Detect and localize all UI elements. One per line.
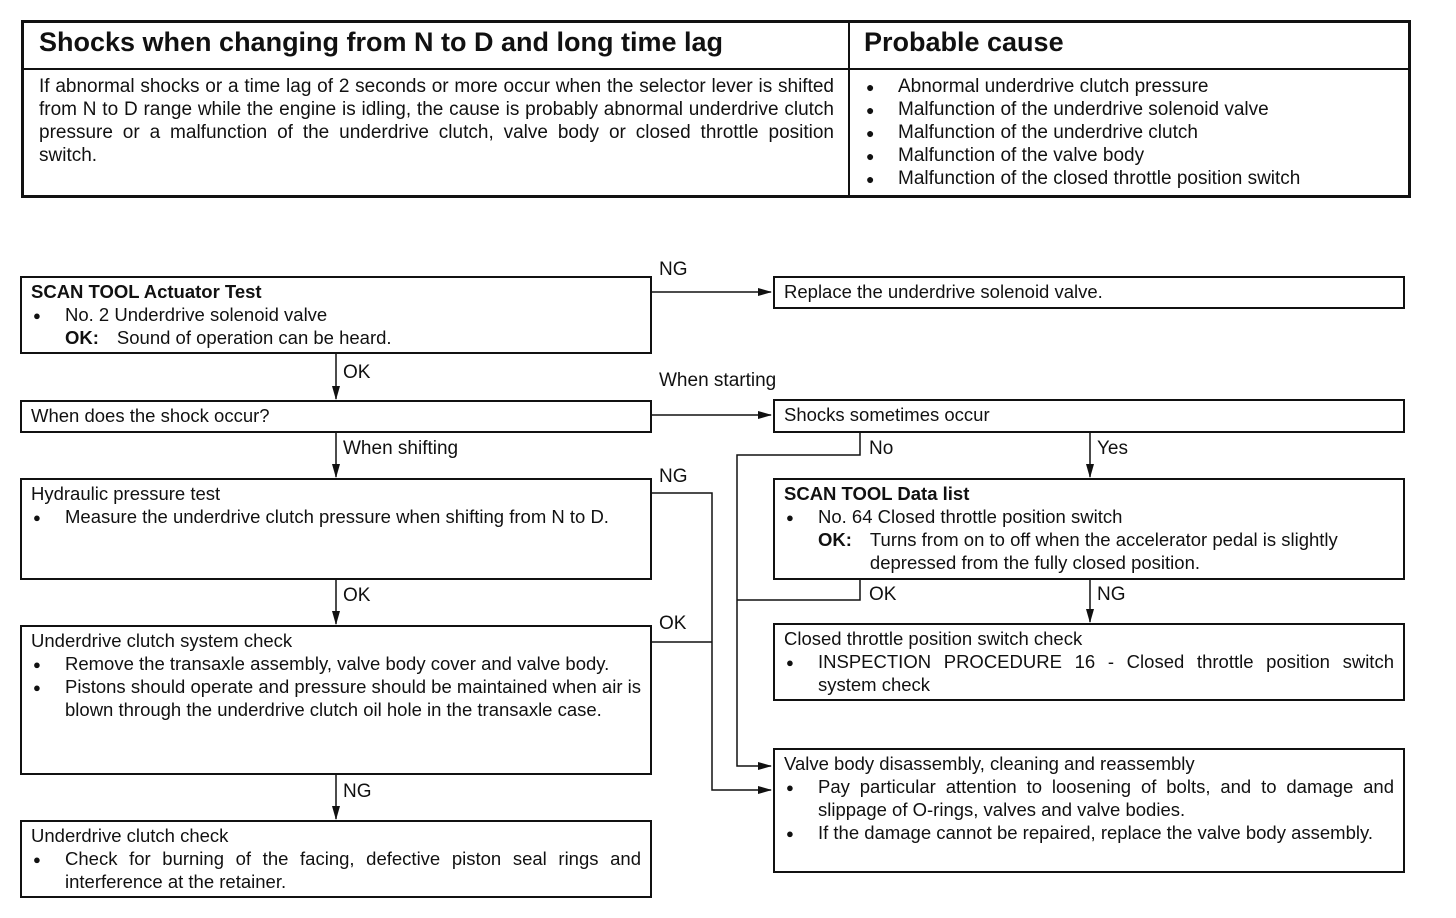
- label-ok: OK: [343, 362, 371, 383]
- line-datalist-ok: [737, 580, 860, 600]
- symptom-description: If abnormal shocks or a time lag of 2 seconds or more occur when the selector lever is shifted from N to D range while the engine is idling, the cause is probably abnormal underdrive clutch pressure or a malfunction of the underdrive clutch, valve body or closed throttle position switch.: [39, 76, 834, 166]
- valve-body-item: ● If the damage cannot be repaired, replace the valve body assembly.: [784, 821, 1394, 844]
- replace-solenoid-text: Replace the underdrive solenoid valve.: [784, 281, 1103, 302]
- label-yes: Yes: [1097, 438, 1128, 459]
- data-list-ok-text: Turns from on to off when the accelerator pedal is slightly depressed from the fully closed position.: [869, 529, 1338, 573]
- actuator-ok-text: Sound of operation can be heard.: [116, 327, 392, 348]
- actuator-test-box: [20, 276, 652, 354]
- ctps-check-title: Closed throttle position switch check: [784, 628, 1083, 649]
- hydraulic-test-item: ● Measure the underdrive clutch pressure when shifting from N to D.: [31, 505, 641, 528]
- actuator-test-title: SCAN TOOL Actuator Test: [31, 281, 262, 302]
- cause-item: ● Abnormal underdrive clutch pressure: [864, 75, 1300, 98]
- label-ng: NG: [659, 466, 688, 487]
- when-shock-box: [20, 400, 652, 433]
- replace-solenoid-box: [773, 276, 1405, 309]
- system-check-item: ● Remove the transaxle assembly, valve body cover and valve body.: [31, 652, 641, 675]
- system-check-title: Underdrive clutch system check: [31, 630, 293, 651]
- data-list-title: SCAN TOOL Data list: [784, 483, 970, 504]
- label-ok: OK: [659, 613, 687, 634]
- label-when-starting: When starting: [659, 370, 777, 391]
- clutch-check-title: Underdrive clutch check: [31, 825, 229, 846]
- clutch-check-box: [20, 820, 652, 898]
- symptom-title: Shocks when changing from N to D and long time lag: [39, 27, 724, 57]
- ctps-check-box: [773, 623, 1405, 701]
- cause-item: ● Malfunction of the closed throttle position switch: [864, 167, 1300, 190]
- label-ok: OK: [869, 584, 897, 605]
- cause-item: ● Malfunction of the underdrive solenoid valve: [864, 98, 1300, 121]
- label-ng: NG: [343, 781, 372, 802]
- probable-cause-title: Probable cause: [864, 27, 1064, 57]
- label-ng: NG: [1097, 584, 1126, 605]
- actuator-test-item: ● No. 2 Underdrive solenoid valve: [31, 303, 641, 326]
- ok-label: OK:: [65, 327, 99, 348]
- when-shock-text: When does the shock occur?: [31, 405, 270, 426]
- valve-body-item: ● Pay particular attention to loosening of bolts, and to damage and slippage of O-rings, valves and valve bodies.: [784, 775, 1394, 821]
- data-list-item: ● No. 64 Closed throttle position switch: [784, 505, 1394, 528]
- label-when-shifting: When shifting: [343, 438, 459, 459]
- hydraulic-test-box: [20, 478, 652, 580]
- shocks-sometimes-box: [773, 399, 1405, 433]
- valve-body-box: [773, 748, 1405, 873]
- ok-label: OK:: [818, 529, 852, 550]
- label-no: No: [869, 438, 894, 459]
- hydraulic-test-title: Hydraulic pressure test: [31, 483, 221, 504]
- ctps-check-item: ● INSPECTION PROCEDURE 16 - Closed throttle position switch system check: [784, 650, 1394, 696]
- system-check-box: [20, 625, 652, 775]
- clutch-check-item: ● Check for burning of the facing, defective piston seal rings and interference at the retainer.: [31, 847, 641, 893]
- label-ng: NG: [659, 259, 688, 280]
- label-ok: OK: [343, 585, 371, 606]
- data-list-box: [773, 478, 1405, 580]
- cause-item: ● Malfunction of the underdrive clutch: [864, 121, 1300, 144]
- system-check-item: ● Pistons should operate and pressure should be maintained when air is blown through the underdrive clutch oil hole in the transaxle case.: [31, 675, 641, 721]
- valve-body-title: Valve body disassembly, cleaning and reassembly: [784, 753, 1195, 774]
- shocks-sometimes-text: Shocks sometimes occur: [784, 404, 990, 425]
- cause-item: ● Malfunction of the valve body: [864, 144, 1300, 167]
